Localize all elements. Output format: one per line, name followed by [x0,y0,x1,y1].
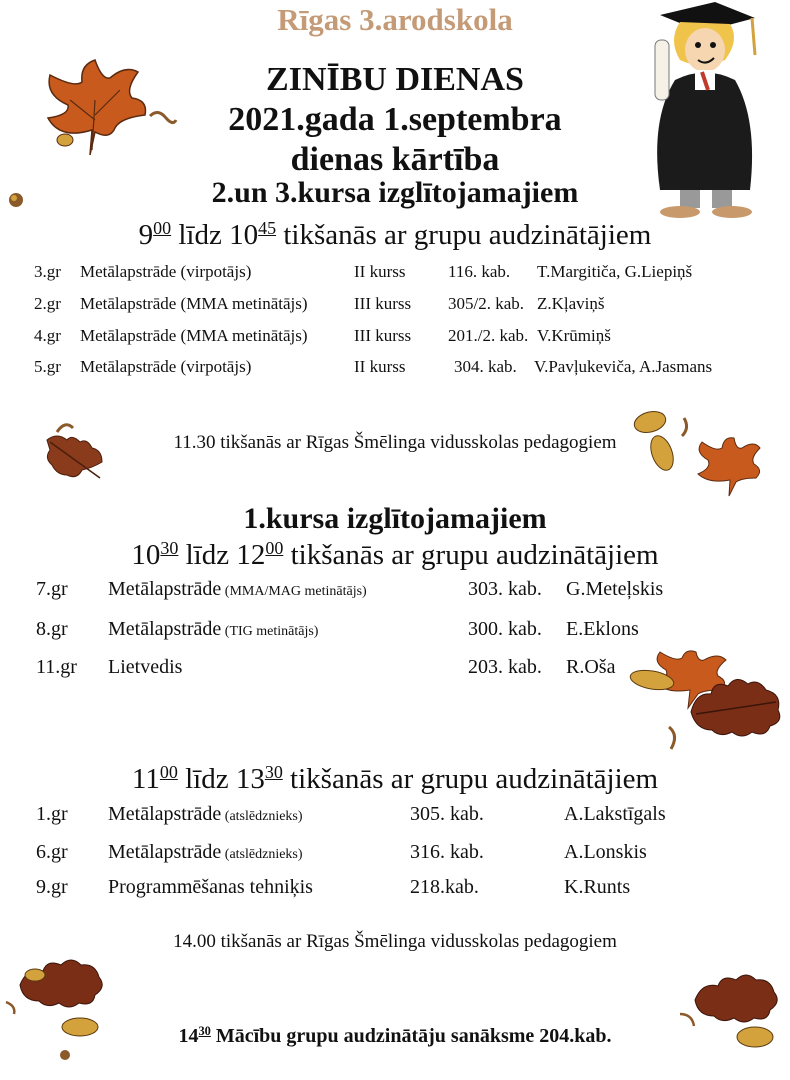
teacher-cell: V.Pavļukeviča, A.Jasmans [534,357,713,376]
program-cell: Metālapstrāde (MMA metinātājs) [80,294,308,313]
leaf-scrap-icon [665,725,685,751]
group-cell: 7.gr [36,578,68,600]
program-cell: Lietvedis [108,656,183,678]
teacher-cell: Z.Kļaviņš [537,294,605,313]
group-cell: 8.gr [36,618,68,640]
group-cell: 4.gr [34,326,61,345]
session-time: $9^{00}$ līdz $10^{45}$ tikšanās ar grupu audzinātājiem [138,218,652,251]
program-cell: Metālapstrāde (virpotājs) [80,262,252,281]
course-cell: II kurss [354,262,406,281]
room-cell: 305. kab. [410,803,484,825]
program-cell: Metālapstrāde (MMA/MAG metinātājs) [108,578,367,600]
course-cell: II kurss [354,357,406,376]
teacher-cell: A.Lonskis [564,841,647,863]
room-cell: 218.kab. [410,876,479,898]
agenda-title: dienas kārtība [290,141,500,178]
room-cell: 201./2. kab. [448,326,529,345]
room-cell: 303. kab. [468,578,542,600]
school-name: Rīgas 3.arodskola [277,2,513,37]
room-cell: 304. kab. [454,357,517,376]
room-cell: 316. kab. [410,841,484,863]
teacher-cell: A.Lakstīgals [564,803,666,825]
group-cell: 1.gr [36,803,68,825]
event-date: 2021.gada 1.septembra [228,101,562,138]
group-cell: 9.gr [36,876,68,898]
group-cell: 5.gr [34,357,61,376]
staff-meeting-note: $14^{30}$ Mācību grupu audzinātāju sanāksme 204.kab. [178,1024,612,1047]
room-cell: 116. kab. [448,262,511,281]
meeting-note: 11.30 tikšanās ar Rīgas Šmēlinga vidusskolas pedagogiem [173,432,617,453]
leaf-scrap-icon [4,1000,20,1016]
teacher-cell: T.Margitiča, G.Liepiņš [537,262,693,281]
teacher-cell: R.Oša [566,656,616,678]
program-cell: Metālapstrāde (atslēdznieks) [108,841,303,863]
program-cell: Programmēšanas tehniķis [108,876,313,898]
program-cell: Metālapstrāde (virpotājs) [80,357,252,376]
room-cell: 305/2. kab. [448,294,525,313]
session-time: $10^{30}$ līdz $12^{00}$ tikšanās ar grupu audzinātājiem [131,538,659,571]
teacher-cell: G.Meteļskis [566,578,664,600]
course-cell: III kurss [354,326,412,345]
group-cell: 3.gr [34,262,61,281]
teacher-cell: E.Eklons [566,618,639,640]
course-cell: III kurss [354,294,412,313]
program-cell: Metālapstrāde (MMA metinātājs) [80,326,308,345]
room-cell: 300. kab. [468,618,542,640]
program-cell: Metālapstrāde (atslēdznieks) [108,803,303,825]
section-heading: 1.kursa izglītojamajiem [243,502,547,535]
oak-leaf-icon [690,970,780,1030]
oak-leaf-icon [686,672,786,742]
oak-leaf-icon [15,955,105,1015]
group-cell: 6.gr [36,841,68,863]
section-heading: 2.un 3.kursa izglītojamajiem [211,176,579,209]
group-cell: 11.gr [36,656,77,678]
page-title: ZINĪBU DIENAS [266,61,524,98]
meeting-note: 14.00 tikšanās ar Rīgas Šmēlinga vidusskolas pedagogiem [173,931,617,952]
room-cell: 203. kab. [468,656,542,678]
session-time: $11^{00}$ līdz $13^{30}$ tikšanās ar grupu audzinātājiem [131,762,659,795]
program-cell: Metālapstrāde (TIG metinātājs) [108,618,319,640]
teacher-cell: K.Runts [564,876,631,898]
teacher-cell: V.Krūmiņš [537,326,611,345]
group-cell: 2.gr [34,294,61,313]
acorn-icon [56,1046,74,1064]
